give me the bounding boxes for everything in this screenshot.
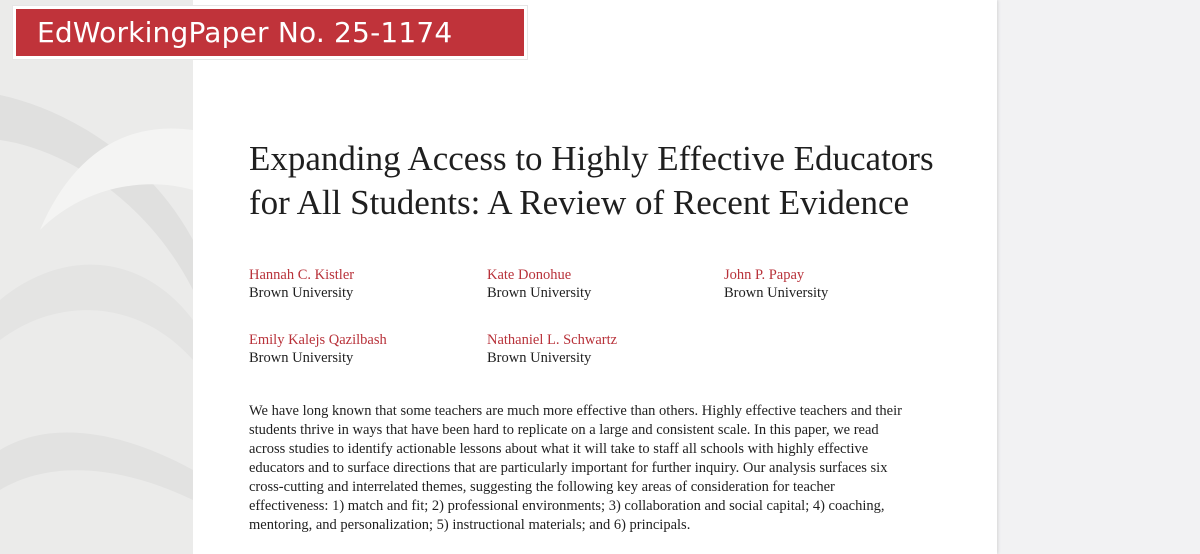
author-block	[724, 266, 828, 302]
author-block	[249, 331, 387, 367]
abstract-line: effectiveness: 1) match and fit; 2) professional environments; 3) collaboration and social capital; 4) coaching,	[249, 498, 885, 514]
author-name: John P. Papay	[724, 267, 805, 283]
author-affiliation: Brown University	[487, 285, 592, 301]
author-affiliation: Brown University	[487, 350, 592, 366]
author-affiliation: Brown University	[724, 285, 829, 301]
author-block	[487, 331, 617, 367]
author-block	[487, 266, 591, 302]
abstract-line: students thrive in ways that have been hard to replicate on a large and consistent scale. In this paper, we read	[249, 422, 879, 438]
author-block	[249, 266, 354, 302]
decorative-side-band	[0, 0, 193, 554]
abstract-line: We have long known that some teachers are much more effective than others. Highly effective teachers and their	[249, 403, 902, 419]
series-label: EdWorkingPaper No. 25-1174	[37, 16, 453, 49]
author-name: Hannah C. Kistler	[249, 267, 355, 283]
paper-title	[249, 137, 969, 225]
author-affiliation: Brown University	[249, 350, 354, 366]
abstract-line: mentoring, and personalization; 5) instructional materials; and 6) principals.	[249, 517, 691, 533]
author-name: Nathaniel L. Schwartz	[487, 332, 618, 348]
abstract-line: across studies to identify actionable lessons about what it will take to staff all schools with highly effective	[249, 441, 869, 457]
author-affiliation: Brown University	[249, 285, 354, 301]
author-name: Emily Kalejs Qazilbash	[249, 332, 387, 348]
title-line: Expanding Access to Highly Effective Educators	[249, 139, 934, 178]
abstract-line: cross-cutting and interrelated themes, suggesting the following key areas of consideration for teacher	[249, 479, 835, 495]
abstract	[249, 402, 949, 535]
working-paper-banner	[13, 6, 527, 59]
title-line: for All Students: A Review of Recent Evidence	[249, 183, 910, 222]
decorative-swoosh-graphic	[0, 0, 193, 554]
abstract-line: educators and to surface directions that are particularly important for further inquiry. Our analysis surfaces six	[249, 460, 888, 476]
author-name: Kate Donohue	[487, 267, 572, 283]
